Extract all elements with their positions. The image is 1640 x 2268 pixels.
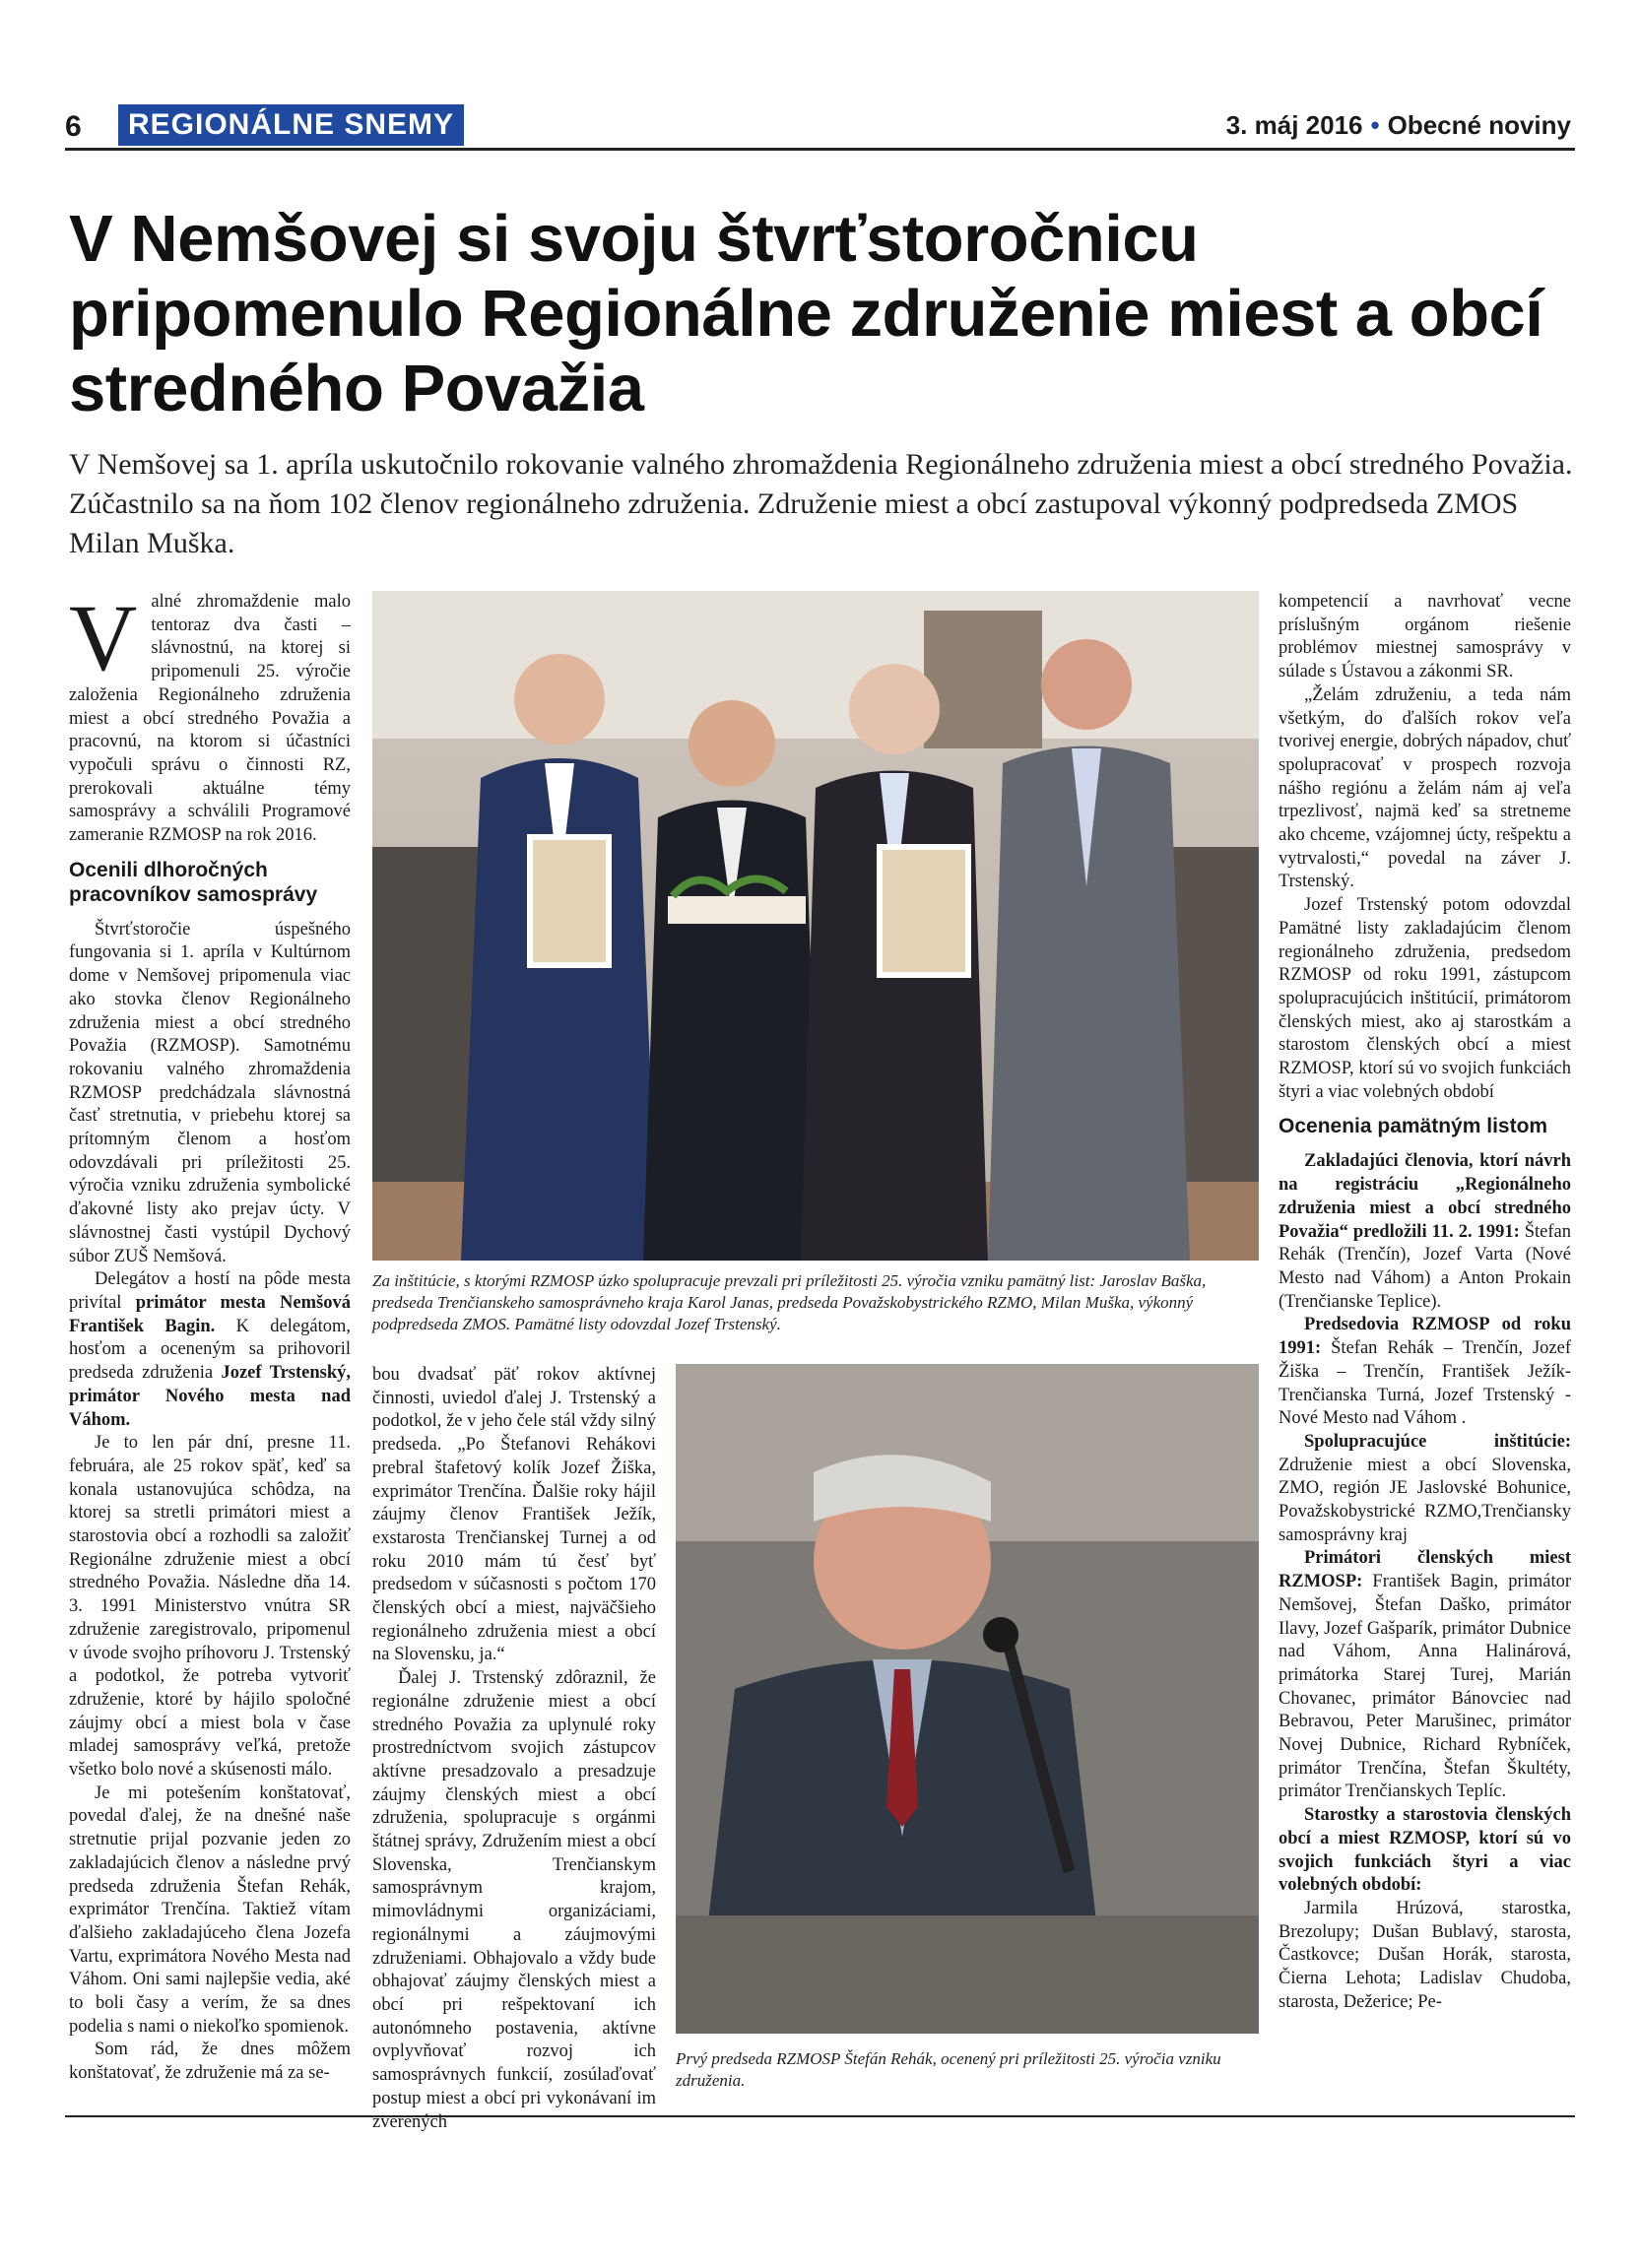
column-1 — [69, 585, 352, 2107]
paragraph: Ďalej J. Trstenský zdôraznil, že regionálne združenie miest a obcí stredného Považia za uplynulé roky prostredníctvom svojich zástupcov aktívne presadzovalo a presadzuje záujmy členských miest a obcí združenia, spolupracuje s orgánmi štátnej správy, Združením miest a obcí Slovenska, Trenčianskym samosprávnym krajom, mimovládnymi organizáciami, regionálnymi a záujmovými združeniami. Obhajovalo a vždy bude obhajovať záujmy členských miest a obcí pri rešpektovaní ich autonómneho postavenia, aktívne ovplyvňovať rozvoj ich samosprávnych funkcií, zosúlaďovať postup miest a obcí pri vykonávaní im zverených — [372, 1668, 656, 2132]
issue-date: 3. máj 2016 — [1225, 110, 1363, 140]
text: Združenie miest a obcí Slovenska, ZMO, región JE Jaslovské Bohunice, Považskobystrické RZMO,Trenčiansky samosprávny kraj — [1279, 1455, 1571, 1545]
text: K delegátom, hosťom a oceneným sa prihovoril predseda združenia — [69, 1316, 351, 1384]
paragraph — [1279, 1804, 1571, 1898]
bold-text: Jozef Trstenský, primátor Nového mesta nad Váhom. — [69, 1363, 352, 1430]
article-lede: V Nemšovej sa 1. apríla uskutočnilo rokovanie valného zhromaždenia Regionálneho združenia miest a obcí stredného Považia. Zúčastnilo sa na ňom 102 členov regionálneho združenia. Združenie miest a obcí zastupoval výkonný podpredseda ZMOS Milan Muška. — [69, 448, 1573, 559]
paragraph — [1279, 1314, 1571, 1431]
publication-name: Obecné noviny — [1387, 110, 1571, 140]
bullet-separator: • — [1370, 110, 1380, 140]
paragraph — [69, 1268, 351, 1432]
paragraph: Jozef Trstenský potom odovzdal Pamätné listy zakladajúcim členom regionálneho združenia, predsedom RZMOSP od roku 1991, zástupcom spolupracujúcich inštitúcií, primátorom členských miest, ako aj starostkám a starostom členských obcí a miest RZMOSP, ktorí sú vo svojich funkciách štyri a viac volebných období — [1279, 895, 1571, 1102]
text: Štefan Rehák (Trenčín), Jozef Varta (Nové Mesto nad Váhom) a Anton Prokain (Trenčianske Teplice). — [1279, 1221, 1571, 1312]
bold-text: Starostky a starostovia členských obcí a miest RZMOSP, ktorí sú vo svojich funkciách štyri a viac volebných období: — [1279, 1805, 1571, 1896]
text: František Bagin, primátor Nemšovej, Štefan Daško, primátor Ilavy, Jozef Gašparík, primátor Dubnice nad Váhom, Anna Halinárová, primátorka Starej Turej, Marián Chovanec, primátor Bánovciec nad Bebravou, Peter Marušinec, primátor Novej Dubnice, Richard Rybníček, primátor Trenčína, Štefan Škultéty, primátor Trenčianskych Teplíc. — [1279, 1572, 1571, 1802]
paragraph: Je mi potešením konštatovať, povedal ďalej, že na dnešné naše stretnutie prijal pozvanie jeden zo zakladajúcich členov a následne prvý predseda združenia Štefan Rehák, exprimátor Trenčína. Taktiež vítam ďalšieho zakladajúceho člena Jozefa Vartu, exprimátora Nového Mesta nad Váhom. Oni sami najlepšie vedia, aké to boli časy a verím, že sa dnes podelia s nami o niekoľko spomienok. — [69, 1782, 351, 2037]
portrait-photo — [676, 1364, 1259, 2034]
footer-rule — [65, 2115, 1575, 2117]
bold-text: Primátori členských miest RZMOSP: — [1279, 1548, 1571, 1592]
portrait-photo-image — [676, 1364, 1259, 2034]
paragraph: kompetencií a navrhovať vecne príslušným orgánom riešenie problémov miestnej samosprávy v súlade s Ústavou a zákonmi SR. — [1279, 592, 1571, 682]
issue-info — [1226, 110, 1571, 141]
photo-caption-2: Prvý predseda RZMOSP Štefán Rehák, ocenený pri príležitosti 25. výročia vzniku združenia. — [676, 2049, 1221, 2090]
article-title: V Nemšovej si svoju štvrťstoročnicu pripomenulo Regionálne združenie miest a obcí stredného Považia — [69, 202, 1543, 425]
paragraph: Štvrťstoročie úspešného fungovania si 1. apríla v Kultúrnom dome v Nemšovej pripomenula viac ako stovka členov Regionálneho združenia miest a obcí stredného Považia (RZMOSP). Samotnému rokovaniu valného zhromaždenia RZMOSP predchádzala slávnostná časť stretnutia, v priebehu ktorej sa prítomným členom a hosťom odovzdávali pri príležitosti 25. výročia vzniku združenia symbolické ďakovné listy ako prejav úcty. V slávnostnej časti vystúpil Dychový súbor ZUŠ Nemšová. — [69, 919, 351, 1266]
page-number: 6 — [65, 110, 82, 143]
text: Štefan Rehák – Trenčín, Jozef Žiška – Trenčín, František Ježík- Trenčianska Turná, Jozef Trstenský - Nové Mesto nad Váhom . — [1279, 1338, 1571, 1429]
photo-caption-1: Za inštitúcie, s ktorými RZMOSP úzko spolupracuje prevzali pri príležitosti 25. výročia vzniku pamätný list: Jaroslav Baška, predseda Trenčianskeho samosprávneho kraja Karol Janas, predseda Považskobystrického RZMO, Milan Muška, výkonný podpredseda ZMOS. Pamätné listy odovzdal Jozef Trstenský. — [372, 1271, 1207, 1333]
paragraph: Jarmila Hrúzová, starostka, Brezolupy; Dušan Bublavý, starosta, Častkovce; Dušan Horák, starosta, Čierna Lehota; Ladislav Chudoba, starosta, Dežerice; Pe- — [1279, 1898, 1571, 2012]
bold-text: primátor mesta Nemšová František Bagin. — [69, 1292, 351, 1336]
group-photo — [372, 591, 1259, 1261]
intro-paragraph — [69, 585, 351, 848]
header-rule — [65, 148, 1575, 151]
paragraph — [1279, 1150, 1571, 1314]
paragraph: bou dvadsať päť rokov aktívnej činnosti, uviedol ďalej J. Trstenský a podotkol, že v jeho čele stál vždy silný predseda. „Po Štefanovi Rehákovi prebral štafetový kolík Jozef Žiška, exprimátor Trenčína. Ďalšie roky hájil záujmy členov František Ježík, exstarosta Trenčianskej Turnej a od roku 2010 mám tú česť byť predsedom v súčasnosti s počtom 170 členských obcí a miest, najväčšieho regionálneho združenia miest a obcí na Slovensku, ja.“ — [372, 1365, 656, 1665]
group-photo-image — [372, 591, 1259, 1261]
drop-cap: V — [69, 585, 138, 690]
paragraph: „Želám združeniu, a teda nám všetkým, do ďalších rokov veľa tvorivej energie, dobrých nápadov, chuť spolupracovať v prospech rozvoja nášho regiónu a želám nám aj veľa trpezlivosť, najmä keď sa stretneme ako chceme, vzájomnej úcty, rešpektu a vytrvalosti,“ povedal na záver J. Trstenský. — [1279, 684, 1571, 892]
paragraph — [1279, 1547, 1571, 1804]
column-3 — [1279, 591, 1571, 2107]
subheading-1: Ocenili dlhoročných pracovníkov samosprávy — [69, 858, 318, 906]
paragraph: Je to len pár dní, presne 11. februára, ale 25 rokov späť, keď sa konala ustanovujúca schôdza, na ktorej sa stretli primátori miest a starostovia obcí a rozhodli sa založiť Regionálne združenie miest a obcí stredného Považia. Následne dňa 14. 3. 1991 Ministerstvo vnútra SR združenie zaregistrovalo, pripomenul v úvode svojho príhovoru J. Trstenský a podotkol, že potreba vytvoriť združenie, ktoré by hájilo spoločné záujmy obcí a miest bola v čase mladej samosprávy veľká, pretože všetko bolo nové a skúsenosti málo. — [69, 1433, 351, 1781]
column-2 — [372, 1364, 656, 2132]
text: Delegátov a hostí na pôde mesta privítal — [69, 1269, 351, 1313]
bold-text: Predsedovia RZMOSP od roku 1991: — [1279, 1315, 1571, 1359]
paragraph: Som rád, že dnes môžem konštatovať, že združenie má za se- — [69, 2040, 351, 2084]
intro-text: alné zhromaždenie malo tentoraz dva časti – slávnostnú, na ktorej si pripomenuli 25. výročie založenia Regionálneho združenia miest a obcí stredného Považia a pracovnú, na ktorom si účastníci vypočuli správu o činnosti RZ, prerokovali aktuálne témy samosprávy a schválili Programové zameranie RZMOSP na rok 2016. — [69, 592, 351, 846]
section-label: REGIONÁLNE SNEMY — [118, 104, 464, 146]
bold-text: Spolupracujúce inštitúcie: — [1304, 1431, 1571, 1452]
paragraph — [1279, 1431, 1571, 1548]
bold-text: Zakladajúci členovia, ktorí návrh na registráciu „Regionálneho združenia miest a obcí stredného Považia“ predložili 11. 2. 1991: — [1279, 1151, 1571, 1242]
subheading-2: Ocenenia pamätným listom — [1279, 1115, 1548, 1138]
